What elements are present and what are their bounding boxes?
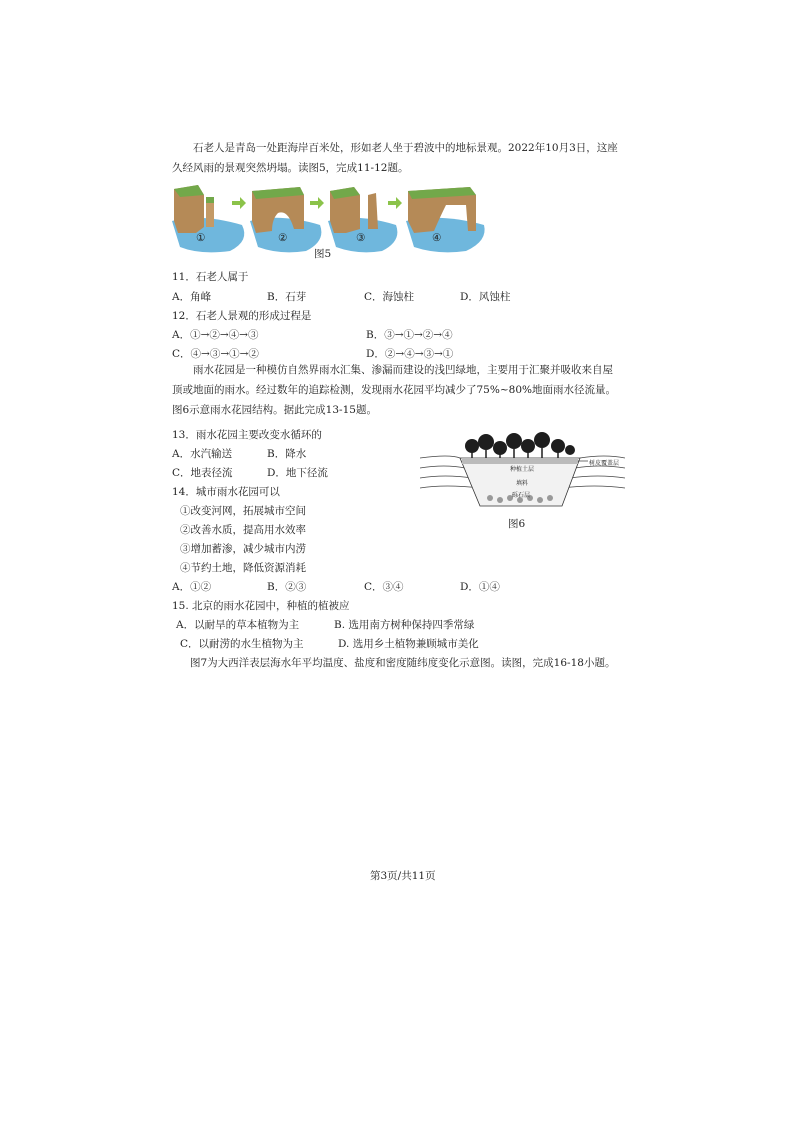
q12-stem: 12．石老人景观的形成过程是 <box>172 310 312 322</box>
q14-item-4: ④节约土地，降低资源消耗 <box>180 562 306 574</box>
arrow-1 <box>232 197 246 209</box>
sea-stack-stage-4 <box>406 187 485 252</box>
sea-stack-stage-1 <box>172 185 244 252</box>
arrow-3 <box>388 197 402 209</box>
q14-item-3: ③增加蓄渗，减少城市内涝 <box>180 543 306 555</box>
q11-option-d[interactable]: D．风蚀柱 <box>460 291 511 303</box>
q12-option-d[interactable]: D．②→④→③→① <box>366 348 454 360</box>
fig6-label-fill: 填料 <box>516 480 529 487</box>
intro-paragraph-2: 雨水花园是一种模仿自然界雨水汇集、渗漏而建设的浅凹绿地，主要用于汇聚并吸收来自屋顶或地面的雨水。经过数年的追踪检测，发现雨水花园平均减少了75%~80%地面雨水径流量。图6示意雨水花园结构。据此完成13-15题。 <box>172 364 616 416</box>
arrow-2 <box>310 197 324 209</box>
q14-option-c[interactable]: C．③④ <box>364 581 404 593</box>
fig5-step-3: ③ <box>356 232 366 244</box>
q13-option-d[interactable]: D．地下径流 <box>267 467 328 479</box>
fig6-label-gravel: 砾石层 <box>512 492 531 499</box>
fig5-step-4: ④ <box>432 232 442 244</box>
fig5-step-1: ① <box>196 232 206 244</box>
intro-paragraph-1: 石老人是青岛一处距海岸百米处，形如老人坐于碧波中的地标景观。2022年10月3日，这座久经风雨的景观突然坍塌。读图5，完成11-12题。 <box>172 142 618 174</box>
q14-item-2: ②改善水质，提高用水效率 <box>180 524 306 536</box>
fig6-label-planting-soil: 种植土层 <box>510 466 535 473</box>
q13-option-c[interactable]: C．地表径流 <box>172 467 233 479</box>
q14-option-b[interactable]: B．②③ <box>267 581 307 593</box>
q14-option-d[interactable]: D．①④ <box>460 581 500 593</box>
fig6-label-bark-mulch: 树皮覆盖层 <box>589 460 620 467</box>
q11-option-a[interactable]: A．角峰 <box>172 291 212 303</box>
q14-item-1: ①改变河网，拓展城市空间 <box>180 505 306 517</box>
q13-option-a[interactable]: A．水汽输送 <box>172 448 233 460</box>
fig5-caption: 图5 <box>314 248 332 260</box>
q14-stem: 14．城市雨水花园可以 <box>172 486 280 498</box>
q14-option-a[interactable]: A．①② <box>172 581 212 593</box>
q11-stem: 11．石老人属于 <box>172 271 249 283</box>
q15-stem: 15. 北京的雨水花园中，种植的植被应 <box>172 600 350 612</box>
intro-paragraph-3: 图7为大西洋表层海水年平均温度、盐度和密度随纬度变化示意图。读图，完成16-18小题。 <box>190 657 616 669</box>
q15-option-b[interactable]: B. 选用南方树种保持四季常绿 <box>334 619 475 631</box>
q15-option-a[interactable]: A．以耐旱的草本植物为主 <box>176 619 300 631</box>
q15-option-d[interactable]: D. 选用乡土植物兼顾城市美化 <box>338 638 479 650</box>
q13-option-b[interactable]: B．降水 <box>267 448 307 460</box>
q13-stem: 13．雨水花园主要改变水循环的 <box>172 429 322 441</box>
fig5-step-2: ② <box>278 232 288 244</box>
q12-option-b[interactable]: B．③→①→②→④ <box>366 329 453 341</box>
q15-option-c[interactable]: C．以耐涝的水生植物为主 <box>180 638 304 650</box>
q11-option-b[interactable]: B．石芽 <box>267 291 307 303</box>
q12-option-a[interactable]: A．①→②→④→③ <box>172 329 259 341</box>
fig6-caption: 图6 <box>508 518 526 530</box>
q12-option-c[interactable]: C．④→③→①→② <box>172 348 259 360</box>
page-footer: 第3页/共11页 <box>370 870 436 882</box>
q11-option-c[interactable]: C．海蚀柱 <box>364 291 415 303</box>
